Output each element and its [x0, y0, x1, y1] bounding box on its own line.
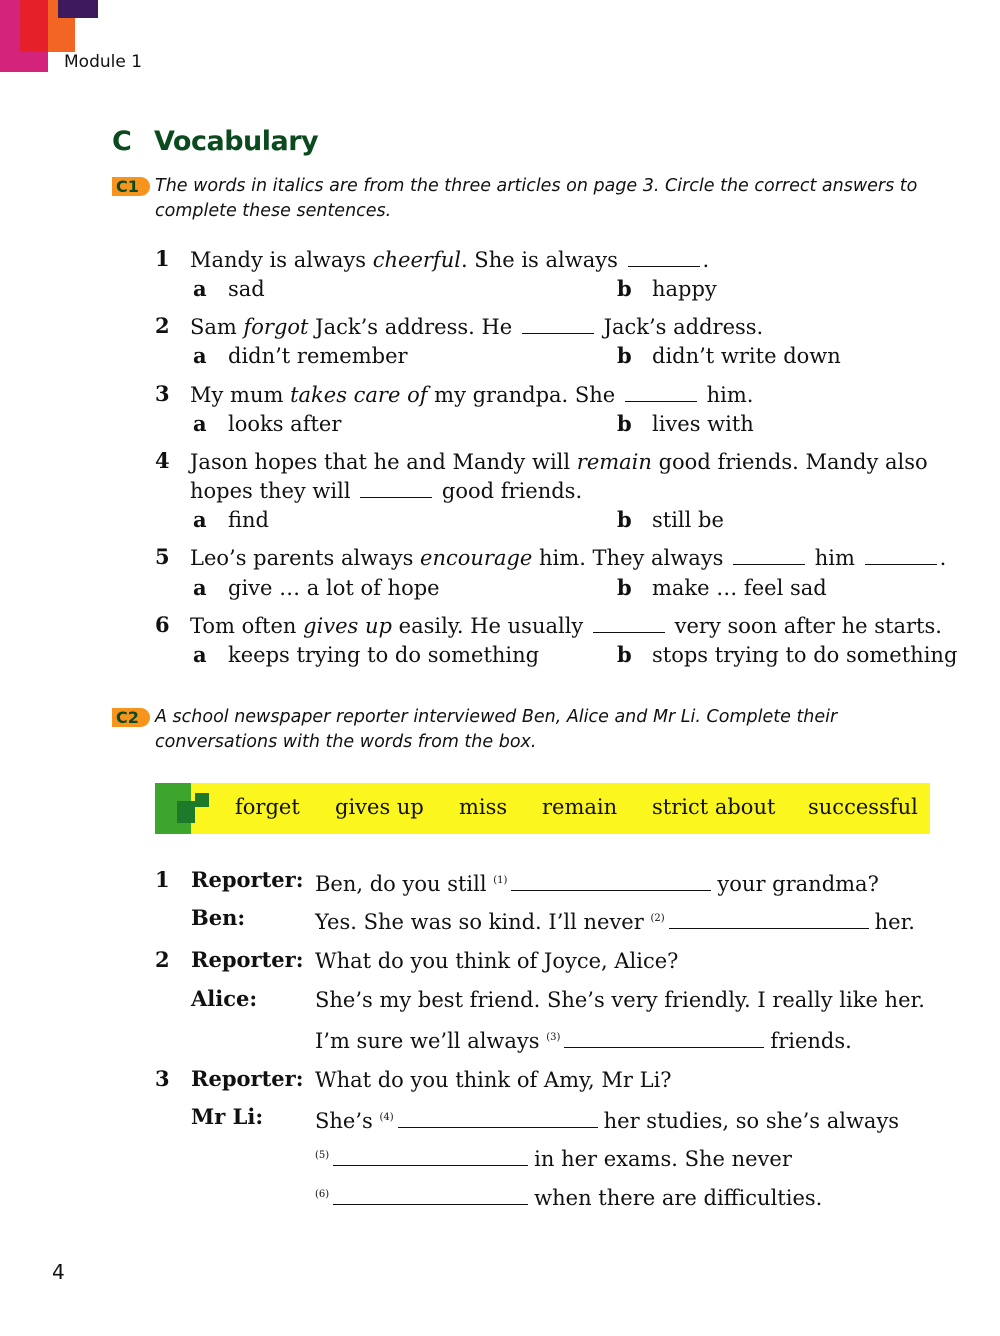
dialog-number: 1: [155, 867, 170, 892]
word-box-decoration: [195, 793, 209, 807]
dialog-text: I’m sure we’ll always: [315, 1029, 547, 1053]
stem-text: good friends. Mandy also: [651, 450, 928, 474]
option-b[interactable]: make … feel sad: [652, 576, 827, 600]
gap-number: (4): [379, 1112, 394, 1123]
dialog-text: your grandma?: [717, 872, 879, 896]
option-a[interactable]: give … a lot of hope: [228, 576, 440, 600]
stem-text: Tom often: [190, 614, 304, 638]
option-a-label[interactable]: a: [193, 276, 207, 301]
gap-number: (2): [650, 913, 665, 924]
dialog-number: 2: [155, 947, 170, 972]
speaker-label: Reporter:: [191, 867, 304, 892]
key-word: forgot: [243, 315, 309, 339]
option-b-label[interactable]: b: [617, 507, 632, 532]
stem-text: very soon after he starts.: [667, 614, 942, 638]
word-box: [155, 783, 930, 834]
page-number: 4: [52, 1260, 65, 1284]
stem-text: Jack’s address.: [596, 315, 764, 339]
stem-text: Mandy is always: [190, 248, 373, 272]
stem-text: .: [939, 546, 947, 570]
logo-square-red: [20, 0, 48, 52]
question-number: 3: [155, 381, 170, 406]
option-b-label[interactable]: b: [617, 575, 632, 600]
speaker-label: Reporter:: [191, 947, 304, 972]
question-number: 2: [155, 313, 170, 338]
gap-number: (1): [493, 875, 508, 886]
dialog-line: [315, 905, 915, 936]
stem-text: him: [808, 546, 862, 570]
stem-text: Leo’s parents always: [190, 546, 421, 570]
stem-text: .: [702, 248, 710, 272]
option-b[interactable]: happy: [652, 277, 717, 301]
answer-blank: [733, 544, 805, 565]
dialog-text: when there are difficulties.: [534, 1186, 823, 1210]
option-a-label[interactable]: a: [193, 642, 207, 667]
dialog-line: [315, 1104, 899, 1135]
word-miss: miss: [459, 795, 508, 819]
c1-instruction: The words in italics are from the three articles on page 3. Circle the correct answers to complete these sentences.: [155, 176, 918, 221]
speaker-label: Mr Li:: [191, 1104, 264, 1129]
answer-blank: [628, 246, 700, 267]
stem-text: . She is always: [460, 248, 625, 272]
question-number: 6: [155, 612, 170, 637]
stem-text: My mum: [190, 383, 291, 407]
option-a[interactable]: find: [228, 508, 269, 532]
option-b-label[interactable]: b: [617, 343, 632, 368]
gap-number: (6): [315, 1189, 330, 1200]
question-stem: [190, 448, 928, 476]
option-b[interactable]: didn’t write down: [652, 344, 841, 368]
stem-text: easily. He usually: [391, 614, 590, 638]
dialog-text: in her exams. She never: [534, 1147, 792, 1171]
section-letter: C: [112, 126, 132, 157]
stem-text: my grandpa. She: [427, 383, 622, 407]
answer-blank: [360, 477, 432, 498]
question-stem: [190, 381, 753, 409]
section-title: [112, 126, 318, 157]
c2-badge: C2: [112, 708, 150, 727]
word-forget: forget: [235, 795, 300, 819]
key-word: remain: [576, 450, 652, 474]
answer-gap[interactable]: [333, 1145, 528, 1166]
question-number: 5: [155, 544, 170, 569]
dialog-line: [315, 1181, 822, 1212]
speaker-label: Ben:: [191, 905, 246, 930]
dialog-text: Ben, do you still: [315, 872, 494, 896]
gap-number: (3): [546, 1032, 561, 1043]
question-number: 4: [155, 448, 170, 473]
answer-blank: [865, 544, 937, 565]
option-a-label[interactable]: a: [193, 507, 207, 532]
dialog-line: What do you think of Joyce, Alice?: [315, 949, 679, 973]
option-a[interactable]: sad: [228, 277, 265, 301]
word-strict-about: strict about: [652, 795, 776, 819]
answer-gap[interactable]: [511, 870, 711, 891]
answer-gap[interactable]: [669, 908, 869, 929]
question-number: 1: [155, 246, 170, 271]
answer-gap[interactable]: [333, 1184, 528, 1205]
answer-blank: [625, 381, 697, 402]
c2-instruction: A school newspaper reporter interviewed Ben, Alice and Mr Li. Complete their conversations with the words from the box.: [155, 707, 838, 752]
answer-blank: [593, 612, 665, 633]
word-gives-up: gives up: [335, 795, 424, 819]
option-b-label[interactable]: b: [617, 276, 632, 301]
dialog-text: her studies, so she’s always: [603, 1109, 900, 1133]
key-word: gives up: [303, 614, 392, 638]
dialog-line: [315, 1142, 792, 1173]
dialog-text: Yes. She was so kind. I’ll never: [315, 910, 651, 934]
stem-text: Jack’s address. He: [308, 315, 519, 339]
stem-text: him.: [699, 383, 754, 407]
stem-text: Jason hopes that he and Mandy will: [190, 450, 577, 474]
question-stem: [190, 544, 946, 572]
dialog-line: [315, 1024, 852, 1055]
key-word: encourage: [420, 546, 533, 570]
answer-blank: [522, 313, 594, 334]
stem-text: hopes they will: [190, 479, 358, 503]
option-a[interactable]: keeps trying to do something: [228, 643, 540, 667]
answer-gap[interactable]: [564, 1027, 764, 1048]
option-b[interactable]: lives with: [652, 412, 754, 436]
option-b-label[interactable]: b: [617, 411, 632, 436]
option-a[interactable]: didn’t remember: [228, 344, 408, 368]
option-b-label[interactable]: b: [617, 642, 632, 667]
key-word: takes care of: [290, 383, 428, 407]
option-b[interactable]: stops trying to do something: [652, 643, 958, 667]
word-successful: successful: [808, 795, 918, 819]
question-stem: [190, 612, 942, 640]
dialog-line: [315, 867, 879, 898]
logo-square-purple: [58, 0, 98, 18]
stem-text: good friends.: [435, 479, 583, 503]
dialog-number: 3: [155, 1066, 170, 1091]
dialog-line: She’s my best friend. She’s very friendly. I really like her.: [315, 988, 925, 1012]
speaker-label: Alice:: [191, 986, 258, 1011]
c1-badge: C1: [112, 177, 150, 196]
dialog-text: friends.: [770, 1029, 852, 1053]
question-stem-line2: [190, 477, 582, 505]
section-title-text: Vocabulary: [154, 126, 319, 157]
question-stem: [190, 246, 709, 274]
module-label: Module 1: [64, 52, 143, 72]
dialog-line: What do you think of Amy, Mr Li?: [315, 1068, 672, 1092]
question-stem: [190, 313, 763, 341]
option-a-label[interactable]: a: [193, 343, 207, 368]
answer-gap[interactable]: [398, 1107, 598, 1128]
dialog-text: She’s: [315, 1109, 380, 1133]
speaker-label: Reporter:: [191, 1066, 304, 1091]
option-a[interactable]: looks after: [228, 412, 342, 436]
gap-number: (5): [315, 1150, 330, 1161]
option-a-label[interactable]: a: [193, 411, 207, 436]
word-remain: remain: [542, 795, 618, 819]
option-a-label[interactable]: a: [193, 575, 207, 600]
key-word: cheerful: [372, 248, 461, 272]
word-box-decoration: [177, 801, 195, 823]
stem-text: Sam: [190, 315, 244, 339]
option-b[interactable]: still be: [652, 508, 724, 532]
stem-text: him. They always: [532, 546, 731, 570]
dialog-text: her.: [874, 910, 915, 934]
